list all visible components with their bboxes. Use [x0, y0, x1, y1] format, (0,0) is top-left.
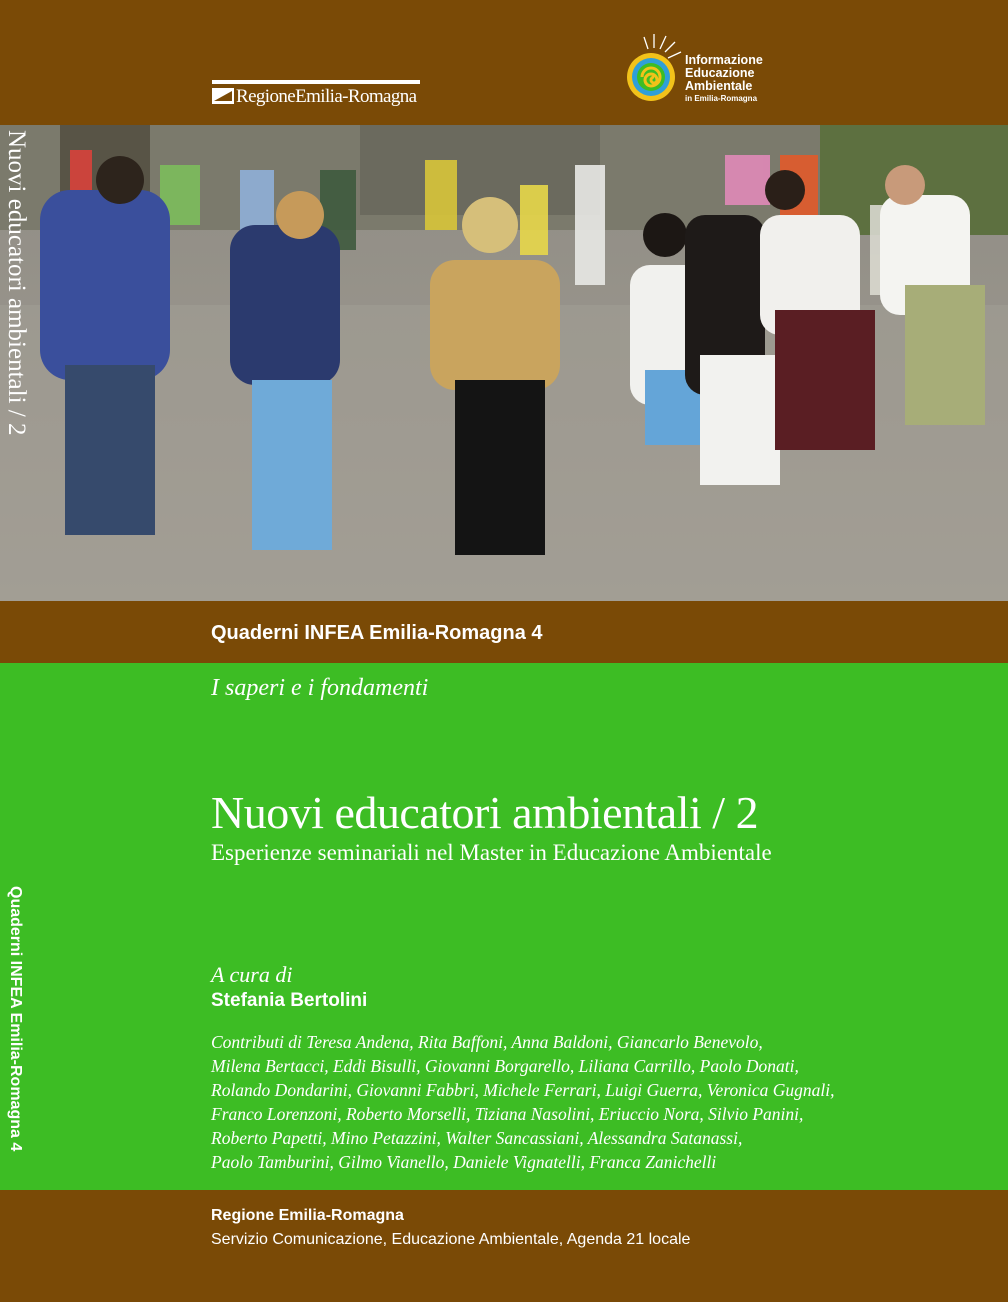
curatore-name: Stefania Bertolini	[211, 990, 368, 1011]
infea-line-3: Ambientale	[685, 79, 753, 93]
contributors-line: Milena Bertacci, Eddi Bisulli, Giovanni Borgarello, Liliana Carrillo, Paolo Donati,	[211, 1056, 799, 1076]
regione-logo-text: RegioneEmilia-Romagna	[236, 86, 417, 107]
publisher-name: Regione Emilia-Romagna	[211, 1207, 404, 1224]
spiral-sun-icon	[624, 32, 684, 112]
infea-line-2: Educazione	[685, 66, 755, 80]
cover-photo	[0, 125, 1008, 601]
contributors-line: Contributi di Teresa Andena, Rita Baffoni, Anna Baldoni, Giancarlo Benevolo,	[211, 1032, 763, 1052]
spine-series	[6, 886, 36, 1186]
contributors-line: Roberto Papetti, Mino Petazzini, Walter Sancassiani, Alessandra Satanassi,	[211, 1128, 743, 1148]
contributors-line: Rolando Dondarini, Giovanni Fabbri, Michele Ferrari, Luigi Guerra, Veronica Gugnali,	[211, 1080, 835, 1100]
flag-icon	[212, 88, 234, 104]
infea-line-4: in Emilia-Romagna	[685, 94, 758, 103]
spine-title	[2, 130, 38, 510]
regione-emilia-romagna-logo	[212, 80, 422, 110]
contributors-line: Paolo Tamburini, Gilmo Vianello, Daniele Vignatelli, Franca Zanichelli	[211, 1152, 717, 1172]
top-band	[0, 0, 1008, 125]
contributors-list	[211, 1030, 991, 1174]
spine-series-text: Quaderni INFEA Emilia-Romagna 4	[7, 886, 24, 1152]
circle-dance-photo	[0, 125, 1008, 601]
publisher-service: Servizio Comunicazione, Educazione Ambientale, Agenda 21 locale	[211, 1231, 691, 1248]
spine-title-text: Nuovi educatori ambientali / 2	[3, 130, 30, 436]
series-label: Quaderni INFEA Emilia-Romagna 4	[211, 622, 543, 644]
curatela-label: A cura di	[211, 962, 293, 987]
collana-label: I saperi e i fondamenti	[211, 675, 429, 701]
book-subtitle: Esperienze seminariali nel Master in Educazione Ambientale	[211, 840, 772, 865]
book-title: Nuovi educatori ambientali / 2	[211, 787, 759, 838]
infea-logo	[624, 32, 794, 112]
logo-bar	[212, 80, 420, 84]
infea-logo-text	[685, 54, 763, 104]
contributors-line: Franco Lorenzoni, Roberto Morselli, Tiziana Nasolini, Eriuccio Nora, Silvio Panini,	[211, 1104, 804, 1124]
infea-line-1: Informazione	[685, 53, 763, 67]
